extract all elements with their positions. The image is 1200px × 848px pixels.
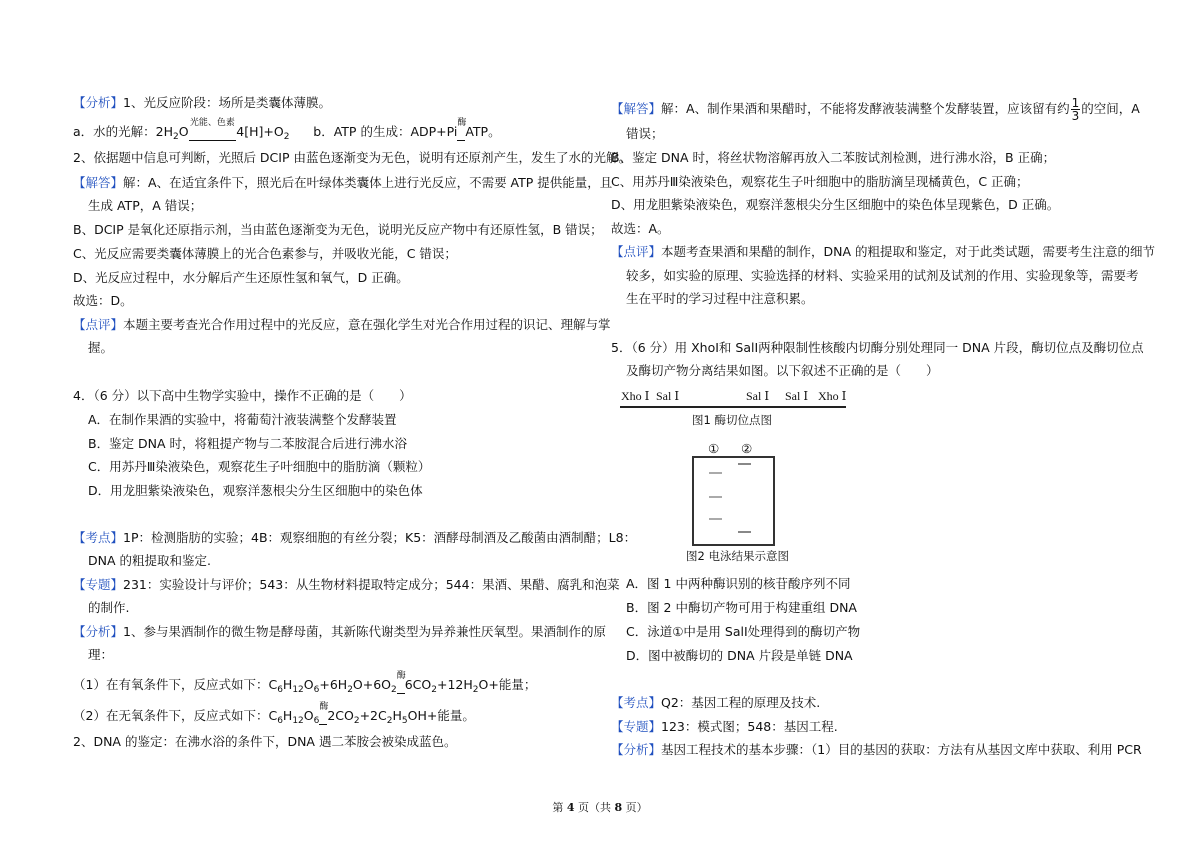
answer-line-5: D、光反应过程中，水分解后产生还原性氢和氧气，D 正确。 [73,270,409,285]
answer-r-choice: 故选：A。 [611,221,670,236]
question-5-line-1: 5．（6 分）用 XhoⅠ和 SalⅠ两种限制性核酸内切酶分别处理同一 DNA 片段，酶切位点及酶切位点 [611,340,1144,355]
enzyme-label: Sal Ⅰ [785,389,809,403]
gel-band [738,463,751,465]
topic-line-1: 【专题】231：实验设计与评价；543：从生物材料提取特定成分；544：果酒、果醋、腐乳和泡菜 [73,577,620,592]
tag-keypoint: 【考点】 [611,695,662,710]
tag-keypoint: 【考点】 [73,530,124,545]
tag-analysis: 【分析】 [611,742,662,757]
analysis2-line-1: 【分析】1、参与果酒制作的微生物是酵母菌，其新陈代谢类型为异养兼性厌氧型。果酒制作的原 [73,624,606,639]
enzyme-label: Sal Ⅰ [656,389,680,403]
analysis-line-1: 【分析】1、光反应阶段：场所是类囊体薄膜。 [73,95,331,110]
enzyme-label: Xho Ⅰ [621,389,650,403]
tag-answer: 【解答】 [73,175,124,190]
figure-1-caption: 图1 酶切位点图 [692,413,772,427]
q5-option-d: D．图中被酶切的 DNA 片段是单链 DNA [626,648,853,663]
gel-band [709,518,722,520]
tag-comment: 【点评】 [73,317,124,332]
tag-comment: 【点评】 [611,244,662,259]
tag-analysis-2: 【分析】 [73,624,124,639]
q4-option-d: D．用龙胆紫染液染色，观察洋葱根尖分生区细胞中的染色体 [88,483,423,498]
comment-line-2: 握。 [88,340,114,355]
q5-option-a: A．图 1 中两种酶识别的核苷酸序列不同 [626,576,851,591]
lane-label: ① [708,441,720,456]
comment-line-1: 【点评】本题主要考查光合作用过程中的光反应，意在强化学生对光合作用过程的识记、理解与掌 [73,317,611,332]
tag-topic: 【专题】 [73,577,124,592]
answer-r-line-1: 【解答】解：A、制作果酒和果醋时，不能将发酵液装满整个发酵装置，应该留有约 $\frac{1}{3}$ 的空间，A [611,96,1140,123]
answer-r-line-4: C、用苏丹Ⅲ染液染色，观察花生子叶细胞中的脂肪滴呈现橘黄色，C 正确； [611,174,1029,189]
topic-line-2: 的制作. [88,600,130,615]
gel-band [709,496,722,498]
tag-analysis: 【分析】 [73,95,124,110]
lane-label: ② [741,441,753,456]
answer-r-line-5: D、用龙胆紫染液染色，观察洋葱根尖分生区细胞中的染色体呈现紫色，D 正确。 [611,197,1060,212]
page-footer: 第 4 页（共 8 页） [552,801,648,814]
gel-box [692,456,775,546]
light-condition: 光能、色素 [189,124,237,141]
answer-r-line-2: 错误； [626,126,664,141]
comment-r-line-1: 【点评】本题考查果酒和果醋的制作，DNA 的粗提取和鉴定，对于此类试题，需要考生注意的细节 [611,244,1156,259]
page-total: 8 [614,801,623,814]
analysis2-line-2: 理： [88,647,114,662]
analysis-r: 【分析】基因工程技术的基本步骤：（1）目的基因的获取：方法有从基因文库中获取、利用 PCR [611,742,1142,757]
q5-option-b: B．图 2 中酶切产物可用于构建重组 DNA [626,600,857,615]
anaerobic-equation: （2）在无氧条件下，反应式如下：$C_6H_{12}O_6$ 酶 $2CO_2+2C_2H_5OH+$能量。 [73,702,475,726]
enzyme-condition: 酶 [397,677,405,694]
question-4: 4．（6 分）以下高中生物学实验中，操作不正确的是（ ） [73,388,412,403]
keypoint-line-2: DNA 的粗提取和鉴定. [88,553,211,568]
enzyme-condition: 酶 [319,708,327,725]
figure-2-caption: 图2 电泳结果示意图 [686,549,789,563]
page-number: 4 [566,801,575,814]
analysis2-line-5: 2、DNA 的鉴定：在沸水浴的条件下，DNA 遇二苯胺会被染成蓝色。 [73,734,457,749]
keypoint-line-1: 【考点】1P：检测脂肪的实验；4B：观察细胞的有丝分裂；K5：酒酵母制酒及乙酸菌由酒制醋；L8： [73,530,637,545]
enzyme-label: Sal Ⅰ [746,389,770,403]
answer-choice: 故选：D。 [73,293,133,308]
answer-line-2: 生成 ATP，A 错误； [88,198,203,213]
answer-r-line-3: B、鉴定 DNA 时，将丝状物溶解再放入二苯胺试剂检测，进行沸水浴，B 正确； [611,150,1056,165]
q4-option-a: A．在制作果酒的实验中，将葡萄汁液装满整个发酵装置 [88,412,397,427]
answer-line-3: B、DCIP 是氧化还原指示剂，当由蓝色逐渐变为无色，说明光反应产物中有还原性氢，B 错误； [73,222,603,237]
equation-line: a．水的光解：$2H_2O$ 光能、色素 $4[H]+O_2$ b．ATP 的生成：ADP+Pi 酶 ATP。 [73,118,501,142]
analysis-line-3: 2、依据题中信息可判断，光照后 DCIP 由蓝色逐渐变为无色，说明有还原剂产生，发生了水的光解。 [73,150,631,165]
q4-option-c: C．用苏丹Ⅲ染液染色，观察花生子叶细胞中的脂肪滴（颗粒） [88,459,431,474]
tag-topic: 【专题】 [611,719,662,734]
q5-option-c: C．泳道①中是用 SalⅠ处理得到的酶切产物 [626,624,861,639]
keypoint-r: 【考点】Q2：基因工程的原理及技术. [611,695,821,710]
q4-option-b: B．鉴定 DNA 时，将粗提产物与二苯胺混合后进行沸水浴 [88,436,408,451]
aerobic-equation: （1）在有氧条件下，反应式如下：$C_6H_{12}O_6+6H_2O+6O_2$ 酶 $6CO_2+12H_2O+$能量； [73,671,537,695]
fraction-one-third: $\frac{1}{3}$ [1071,96,1080,123]
answer-line-4: C、光反应需要类囊体薄膜上的光合色素参与，并吸收光能，C 错误； [73,246,457,261]
answer-line-1: 【解答】解：A、在适宜条件下，照光后在叶绿体类囊体上进行光反应，不需要 ATP 提供能量，且 [73,175,613,190]
comment-r-line-3: 生在平时的学习过程中注意积累。 [626,291,814,306]
enzyme-label: Xho Ⅰ [818,389,847,403]
gel-band [709,472,722,474]
gel-band [738,531,751,533]
dna-strand [620,406,846,408]
question-5-line-2: 及酶切产物分离结果如图。以下叙述不正确的是（ ） [626,363,939,378]
tag-answer: 【解答】 [611,101,662,116]
comment-r-line-2: 较多，如实验的原理、实验选择的材料、实验采用的试剂及试剂的作用、实验现象等，需要考 [626,268,1139,283]
topic-r: 【专题】123：模式图；548：基因工程. [611,719,838,734]
enzyme-condition: 酶 [457,124,465,141]
